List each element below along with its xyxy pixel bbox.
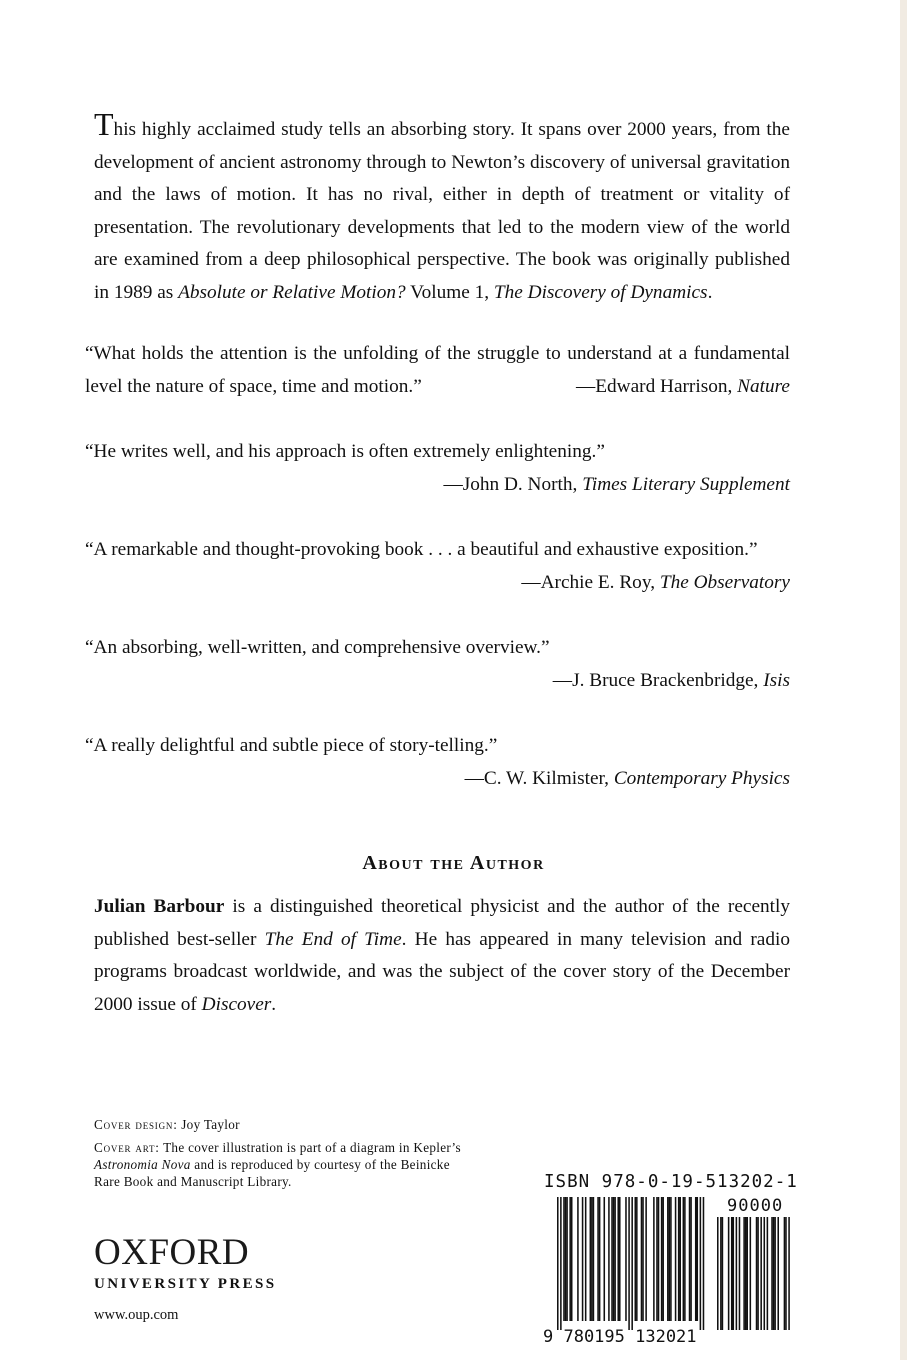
barcode-bar — [566, 1197, 568, 1321]
author-bio: Julian Barbour is a distinguished theoretical physicist and the author of the recently published best-seller The End of Time. He has appeared in many television and radio programs broadcast worldwide, and was the subject of the cover story of the December 2000 issue of Discover. — [94, 896, 791, 1015]
addon-bar — [764, 1217, 766, 1330]
barcode-bar — [658, 1197, 660, 1321]
barcode-bar — [669, 1197, 671, 1321]
barcode-bar — [700, 1197, 702, 1330]
barcode-bar — [690, 1197, 692, 1321]
addon-bar — [731, 1217, 733, 1330]
ean-digits: 9 780195 132021 — [543, 1327, 697, 1345]
review-attribution: —Edward Harrison, Nature — [575, 375, 790, 397]
barcode-bar — [625, 1197, 627, 1321]
addon-bar — [757, 1217, 759, 1330]
barcode-bar — [631, 1197, 633, 1330]
barcode-bar — [683, 1197, 685, 1321]
barcode-bar — [642, 1197, 644, 1321]
review-attribution: —Archie E. Roy, The Observatory — [521, 571, 790, 593]
review-5 — [85, 730, 790, 795]
barcode-bar — [675, 1197, 677, 1321]
barcode-bar — [661, 1197, 663, 1321]
addon-bar — [720, 1217, 722, 1330]
review-attribution: —C. W. Kilmister, Contemporary Physics — [464, 767, 790, 789]
barcode-bar — [656, 1197, 658, 1321]
book-description: This highly acclaimed study tells an absorbing story. It spans over 2000 years, from the development of ancient astronomy through to Newton’s discovery of universal gravitation and the laws of motion. It has no rival, either in depth of treatment or vitality of presentation. The revolutionary developments that led to the modern view of the world are examined from a deep philosophical perspective. The book was originally published in 1989 as Absolute or Relative Motion? Volume 1, The Discovery of Dynamics. — [94, 106, 790, 303]
about-author-heading: About the Author — [362, 852, 545, 874]
review-quote: “He writes well, and his approach is often extremely enlightening.” — [85, 441, 605, 462]
review-quote: “What holds the attention is the unfolding of the struggle to understand at a fundamental level the nature of space, time and motion.” — [85, 343, 790, 397]
barcode-bar — [667, 1197, 669, 1321]
barcode-bar — [703, 1197, 705, 1330]
addon-bar — [777, 1217, 779, 1330]
original-subtitle: The Discovery of Dynamics — [493, 281, 708, 303]
barcode-bar — [641, 1197, 643, 1321]
addon-bar — [767, 1217, 769, 1330]
review-quote: “A remarkable and thought-provoking book . . . a beautiful and exhaustive exposition.” — [85, 539, 758, 560]
barcode-bar — [684, 1197, 686, 1321]
barcode-bar — [635, 1197, 637, 1321]
barcode-bar — [614, 1197, 616, 1321]
addon-bar — [788, 1217, 790, 1330]
addon-bar — [784, 1217, 786, 1330]
addon-bar — [785, 1217, 787, 1330]
addon-bar — [728, 1217, 730, 1330]
addon-bar — [736, 1217, 738, 1330]
barcode-bar — [670, 1197, 672, 1321]
barcode-bar — [569, 1197, 571, 1321]
drop-cap: T — [94, 106, 114, 142]
barcode — [541, 1193, 793, 1345]
addon-bar — [774, 1217, 776, 1330]
addon-bar — [771, 1217, 773, 1330]
review-3 — [85, 534, 790, 599]
barcode-bar — [563, 1197, 565, 1321]
cover-credits — [94, 1116, 474, 1190]
review-attribution: —J. Bruce Brackenbridge, Isis — [552, 669, 790, 691]
barcode-bar — [560, 1197, 562, 1330]
page-edge-strip — [900, 0, 907, 1360]
addon-bar — [745, 1217, 747, 1330]
author-name: Julian Barbour — [94, 896, 225, 917]
barcode-bar — [582, 1197, 584, 1321]
cover-art-credit: Cover art: The cover illustration is part of a diagram in Kepler’s Astronomia Nova and is reproduced by courtesy of the Beinicke Rare Book and Manuscript Library. — [94, 1140, 461, 1189]
barcode-bar — [617, 1197, 619, 1321]
barcode-bar — [695, 1197, 697, 1321]
isbn-number: ISBN 978-0-19-513202-1 — [544, 1172, 798, 1192]
price-code: 90000 — [727, 1196, 784, 1216]
barcode-bar — [565, 1197, 567, 1321]
cover-design-credit: Cover design: Joy Taylor — [94, 1117, 240, 1132]
barcode-bar — [619, 1197, 621, 1321]
barcode-bar — [571, 1197, 573, 1321]
barcode-bar — [604, 1197, 606, 1321]
barcode-bar — [608, 1197, 610, 1321]
review-quote: “An absorbing, well-written, and comprehensive overview.” — [85, 637, 550, 658]
review-quote: “A really delightful and subtle piece of story-telling.” — [85, 735, 498, 756]
addon-bar — [743, 1217, 745, 1330]
addon-bar — [773, 1217, 775, 1330]
barcode-bar — [678, 1197, 680, 1321]
barcode-bar — [689, 1197, 691, 1321]
review-1 — [85, 338, 790, 403]
addon-bar — [746, 1217, 748, 1330]
review-4 — [85, 632, 790, 697]
addon-bar — [750, 1217, 752, 1330]
barcode-bar — [557, 1197, 559, 1330]
barcode-bar — [645, 1197, 647, 1321]
barcode-bar — [662, 1197, 664, 1321]
addon-bar — [739, 1217, 741, 1330]
barcode-bar — [590, 1197, 592, 1321]
barcode-bar — [636, 1197, 638, 1321]
barcode-bar — [697, 1197, 699, 1321]
barcode-bar — [599, 1197, 601, 1321]
oxford-wordmark: OXFORD — [94, 1232, 250, 1273]
review-2 — [85, 436, 790, 501]
barcode-bar — [628, 1197, 630, 1330]
barcode-bar — [653, 1197, 655, 1321]
barcode-bar — [597, 1197, 599, 1321]
addon-bar — [760, 1217, 762, 1330]
barcode-bar — [679, 1197, 681, 1321]
barcode-bar — [577, 1197, 579, 1321]
barcode-bar — [611, 1197, 613, 1321]
addon-bar — [722, 1217, 724, 1330]
barcode-bar — [591, 1197, 593, 1321]
addon-bar — [733, 1217, 735, 1330]
barcode-bar — [585, 1197, 587, 1321]
university-press-label: UNIVERSITY PRESS — [94, 1276, 277, 1292]
original-title: Absolute or Relative Motion? — [178, 281, 406, 303]
addon-bar — [717, 1217, 719, 1330]
publisher-website: www.oup.com — [94, 1307, 179, 1323]
barcode-bar — [593, 1197, 595, 1321]
addon-bar — [756, 1217, 758, 1330]
barcode-bar — [613, 1197, 615, 1321]
publisher-logo — [94, 1233, 276, 1325]
review-attribution: —John D. North, Times Literary Supplement — [443, 473, 790, 495]
